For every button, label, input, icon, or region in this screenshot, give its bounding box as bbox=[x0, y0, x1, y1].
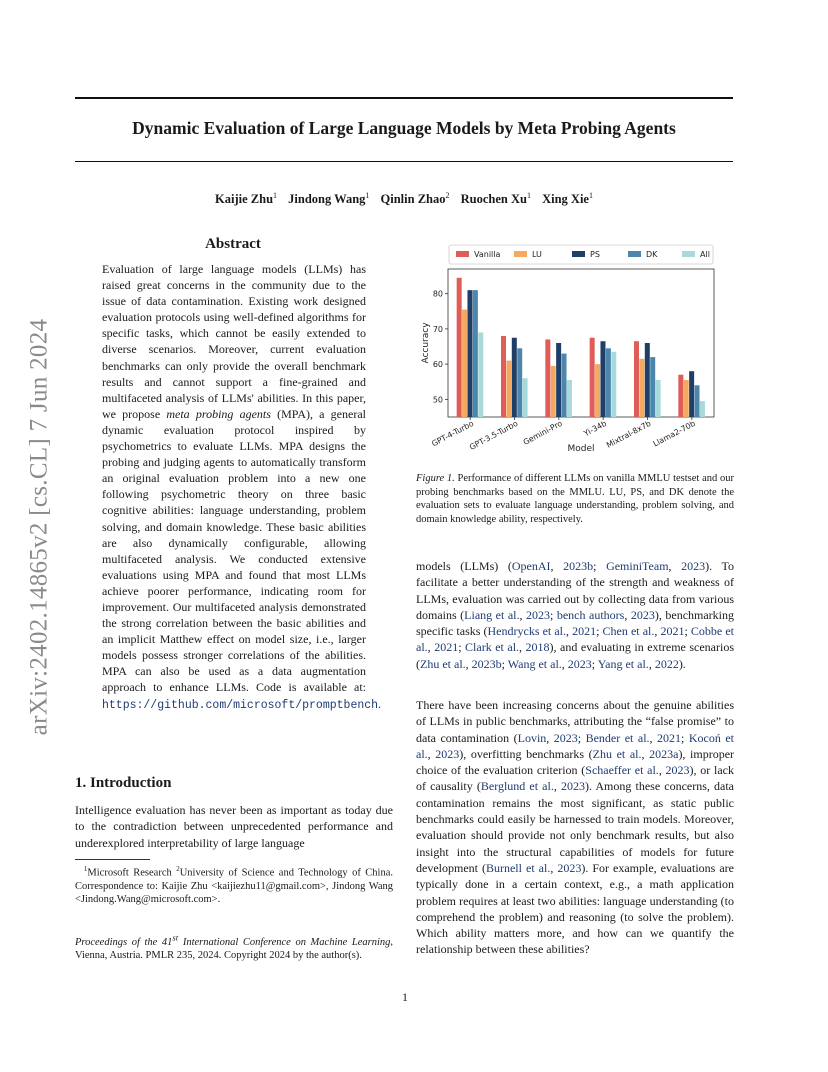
bar bbox=[457, 278, 462, 417]
x-tick-label: Llama2-70b bbox=[651, 418, 697, 449]
legend-label: DK bbox=[646, 250, 658, 259]
bar bbox=[506, 361, 511, 417]
citation-link[interactable]: Zhu et al. bbox=[420, 656, 466, 671]
paragraph-text: There have been increasing concerns about the genuine abilities of LLMs in public benchmarks, attributing the “false promise” to data contamination ( bbox=[416, 698, 734, 745]
legend-swatch bbox=[628, 251, 641, 257]
bar bbox=[551, 366, 556, 417]
bar bbox=[684, 380, 689, 417]
paragraph-text: ). bbox=[678, 656, 686, 671]
author: Qinlin Zhao$^2$ bbox=[380, 191, 450, 207]
bar bbox=[656, 380, 661, 417]
intro-paragraph-right-2 bbox=[416, 697, 734, 958]
author: Jindong Wang$^1$ bbox=[288, 191, 370, 207]
legend-swatch bbox=[572, 251, 585, 257]
paragraph-text: ; bbox=[458, 640, 466, 655]
citation-link[interactable]: Lovin bbox=[517, 730, 547, 745]
citation-link[interactable]: Zhu et al. bbox=[592, 746, 642, 761]
accuracy-bar-chart bbox=[416, 240, 734, 460]
bar bbox=[462, 310, 467, 417]
legend-swatch bbox=[456, 251, 469, 257]
x-tick-label: Yi-34b bbox=[582, 418, 609, 439]
citation-link[interactable]: 2018 bbox=[525, 640, 550, 655]
citation-link[interactable]: 2023b bbox=[563, 559, 594, 573]
citation-link[interactable]: 2023 bbox=[630, 607, 655, 622]
paragraph-text: ), improper choice of the evaluation criterion ( bbox=[416, 746, 735, 778]
author-list bbox=[75, 191, 733, 207]
top-rule bbox=[75, 97, 733, 99]
intro-heading: 1. Introduction bbox=[75, 775, 172, 791]
paragraph-text: , bbox=[668, 559, 682, 573]
bar bbox=[650, 357, 655, 417]
figure-caption: Figure 1. Performance of different LLMs on vanilla MMLU testset and our probing benchmarks based on the MMLU. LU, PS, and DK denote the evaluation sets to evaluate language understanding, problem solving, and domain knowledge ability, respectively. bbox=[416, 473, 734, 525]
citation-link[interactable]: 2021 bbox=[657, 730, 682, 745]
bar bbox=[639, 359, 644, 417]
bar bbox=[645, 343, 650, 417]
y-tick-label: 50 bbox=[432, 395, 443, 405]
paragraph-text: , bbox=[465, 656, 472, 671]
citation-link[interactable]: bench authors bbox=[556, 607, 625, 622]
paragraph-text: ; bbox=[596, 624, 603, 639]
paragraph-text: ; bbox=[684, 624, 691, 639]
paragraph-text: , bbox=[427, 640, 435, 655]
bar bbox=[567, 380, 572, 417]
paragraph-text: , bbox=[550, 559, 564, 573]
bar bbox=[590, 338, 595, 417]
paragraph-text: ). Among these concerns, data contamination remains the most significant, as static public benchmarks could easily be harnessed to train models. Moreover, evaluation should provide not only benchmark results, but also insight into the structural capabilities of models for future development ( bbox=[416, 779, 734, 875]
bar bbox=[678, 375, 683, 417]
paragraph-text: models (LLMs) ( bbox=[416, 559, 512, 573]
citation-link[interactable]: 2023 bbox=[560, 779, 585, 794]
bar bbox=[517, 348, 522, 417]
paragraph-text: , bbox=[561, 656, 568, 671]
code-link[interactable]: https://github.com/microsoft/promptbench bbox=[102, 698, 379, 712]
citation-link[interactable]: Schaeffer et al. bbox=[585, 763, 659, 778]
citation-link[interactable]: Liang et al. bbox=[464, 607, 520, 622]
bar bbox=[545, 339, 550, 417]
proceedings-note: Proceedings of the 41st International Conference on Machine Learning, Vienna, Austria. PMLR 235, 2024. Copyright 2024 by the author(s). bbox=[75, 932, 393, 961]
intro-text: Intelligence evaluation has never been as important as today due to the contradiction between unprecedented performance and underexplored interpretability of large language bbox=[75, 803, 393, 850]
abstract-heading: Abstract bbox=[205, 236, 261, 252]
citation-link[interactable]: 2023 bbox=[435, 746, 460, 761]
paragraph-text: ; bbox=[501, 656, 508, 671]
paragraph-text: , bbox=[553, 779, 561, 794]
paragraph-text: ; bbox=[681, 730, 689, 745]
citation-link[interactable]: Yang et al. bbox=[597, 656, 649, 671]
paragraph-text: ), benchmarking specific tasks ( bbox=[416, 607, 735, 639]
x-tick-label: Mixtral-8x7b bbox=[604, 418, 653, 450]
bar bbox=[501, 336, 506, 417]
author: Ruochen Xu$^1$ bbox=[460, 191, 531, 207]
paragraph-text: , bbox=[654, 624, 661, 639]
legend-label: LU bbox=[532, 250, 542, 259]
plot-frame bbox=[448, 269, 714, 417]
citation-link[interactable]: OpenAI bbox=[511, 559, 551, 573]
paragraph-text: ). For example, evaluations are typically done in a certain context, e.g., a math application problem requires at least two abilities: language understanding (to comprehend the problem) and reasoning (to solve the problem). Which ability matters more, and how can we quantify the relationship between these abilities? bbox=[416, 860, 734, 957]
legend-swatch bbox=[682, 251, 695, 257]
citation-link[interactable]: 2023 bbox=[553, 730, 578, 745]
bar bbox=[700, 401, 705, 417]
bar bbox=[595, 364, 600, 417]
intro-paragraph-right-1 bbox=[416, 558, 734, 672]
y-tick-label: 70 bbox=[432, 324, 443, 334]
paragraph-text: , bbox=[519, 640, 526, 655]
paper-title: Dynamic Evaluation of Large Language Models by Meta Probing Agents bbox=[132, 118, 676, 138]
paragraph-text: ; bbox=[550, 607, 557, 622]
legend-swatch bbox=[514, 251, 527, 257]
paragraph-text: ). To facilitate a better understanding of the strength and weakness of LLMs, evaluation was carried out by collecting data from various domains ( bbox=[416, 559, 735, 622]
bar bbox=[634, 341, 639, 417]
arxiv-stamp: arXiv:2402.14865v2 [cs.CL] 7 Jun 2024 bbox=[25, 318, 52, 736]
title-bottom-rule bbox=[75, 161, 733, 162]
paragraph-text: ), overfitting benchmarks ( bbox=[459, 746, 593, 761]
bar bbox=[467, 290, 472, 417]
legend-label: PS bbox=[590, 250, 600, 259]
paragraph-text: , bbox=[427, 746, 436, 761]
x-tick-label: GPT-4-Turbo bbox=[430, 418, 476, 449]
paragraph-text: , bbox=[546, 730, 554, 745]
citation-link[interactable]: Clark et al. bbox=[465, 640, 520, 655]
paragraph-text: , bbox=[649, 730, 658, 745]
paragraph-text: , bbox=[648, 656, 655, 671]
affiliation-footnote: $^1$Microsoft Research $^2$University of Science and Technology of China. Correspondence to: Kaijie Zhu <kaijiezhu11@gmail.com>, Jindong Wang <Jindong.Wang@microsoft.com>. bbox=[75, 865, 393, 906]
bar bbox=[689, 371, 694, 417]
citation-link[interactable]: Wang et al. bbox=[507, 656, 562, 671]
bar bbox=[606, 348, 611, 417]
paragraph-text: , bbox=[519, 607, 527, 622]
footnote-rule bbox=[75, 859, 150, 860]
paragraph-text: ; bbox=[577, 730, 586, 745]
citation-link[interactable]: Bender et al. bbox=[585, 730, 650, 745]
citation-link[interactable]: Cobbe et al. bbox=[416, 624, 734, 655]
y-tick-label: 80 bbox=[432, 289, 443, 299]
paragraph-text: , bbox=[624, 607, 631, 622]
citation-link[interactable]: Chen et al. bbox=[602, 624, 655, 639]
citation-link[interactable]: Kocoń et al. bbox=[416, 730, 734, 761]
x-tick-label: Gemini-Pro bbox=[521, 418, 564, 447]
bar bbox=[473, 290, 478, 417]
paragraph-text: , bbox=[641, 746, 650, 761]
bar bbox=[611, 352, 616, 417]
citation-link[interactable]: 2021 bbox=[572, 624, 597, 639]
citation-link[interactable]: 2021 bbox=[434, 640, 459, 655]
bar bbox=[600, 341, 605, 417]
legend-label: Vanilla bbox=[474, 250, 501, 259]
page-number: 1 bbox=[402, 990, 408, 1004]
citation-link[interactable]: GeminiTeam bbox=[606, 559, 669, 573]
citation-link[interactable]: Berglund et al. bbox=[480, 779, 554, 794]
paragraph-text: , bbox=[550, 860, 558, 875]
citation-link[interactable]: 2022 bbox=[654, 656, 679, 671]
citation-link[interactable]: 2023b bbox=[471, 656, 502, 671]
citation-link[interactable]: 2021 bbox=[660, 624, 685, 639]
bar bbox=[523, 378, 528, 417]
paragraph-text: , bbox=[566, 624, 573, 639]
author: Xing Xie$^1$ bbox=[542, 191, 593, 207]
paragraph-text: , bbox=[658, 763, 666, 778]
citation-link[interactable]: Burnell et al. bbox=[485, 860, 551, 875]
y-axis-label: Accuracy bbox=[421, 322, 431, 364]
citation-link[interactable]: 2023 bbox=[665, 763, 690, 778]
paragraph-text: ), or lack of causality ( bbox=[416, 763, 734, 794]
bar bbox=[695, 385, 700, 417]
bar bbox=[478, 332, 483, 417]
x-axis-label: Model bbox=[567, 444, 595, 454]
citation-link[interactable]: 2023 bbox=[567, 656, 592, 671]
paragraph-text: ; bbox=[591, 656, 598, 671]
bar bbox=[562, 354, 567, 417]
citation-link[interactable]: Hendrycks et al. bbox=[487, 624, 566, 639]
x-tick-label: GPT-3.5-Turbo bbox=[467, 418, 520, 452]
citation-link[interactable]: 2023 bbox=[557, 860, 582, 875]
bar bbox=[512, 338, 517, 417]
citation-link[interactable]: 2023 bbox=[526, 607, 551, 622]
citation-link[interactable]: 2023a bbox=[649, 746, 679, 761]
paragraph-text: ; bbox=[593, 559, 607, 573]
citation-link[interactable]: 2023 bbox=[681, 559, 706, 573]
paragraph-text: ), and evaluating in extreme scenarios ( bbox=[416, 640, 735, 671]
legend-label: All bbox=[700, 250, 710, 259]
author: Kaijie Zhu$^1$ bbox=[215, 191, 278, 207]
y-tick-label: 60 bbox=[432, 360, 443, 370]
abstract-body: Evaluation of large language models (LLMs) has raised great concerns in the community due to the issue of data contamination. Existing work designed evaluation protocols using well-defined algorithms for specific tasks, which cannot be easily extended to diverse scenarios. Moreover, current evaluation benchmarks can only provide the overall benchmark results and cannot support a fine-grained and multifaceted analysis of LLMs' abilities. In this paper, we propose meta probing agents (MPA), a general dynamic evaluation protocol inspired by psychometrics to evaluate LLMs. MPA designs the probing and judging agents to automatically transform an original evaluation problem into a new one following psychometric theory on three basic cognitive abilities: language understanding, problem solving, and domain knowledge. These basic abilities are also dynamically configurable, allowing multifaceted analysis. We conducted extensive evaluations using MPA and found that most LLMs achieve poorer performance, indicating room for improvement. Our multifaceted analysis demonstrated the strong correlation between the basic abilities and an implicit Matthew effect on model size, i.e., larger models possess stronger correlations of the abilities. MPA can also be used as a data augmentation approach to enhance LLMs. Code is available at: https://github.com/microsoft/promptbench. bbox=[102, 262, 382, 712]
bar bbox=[556, 343, 561, 417]
